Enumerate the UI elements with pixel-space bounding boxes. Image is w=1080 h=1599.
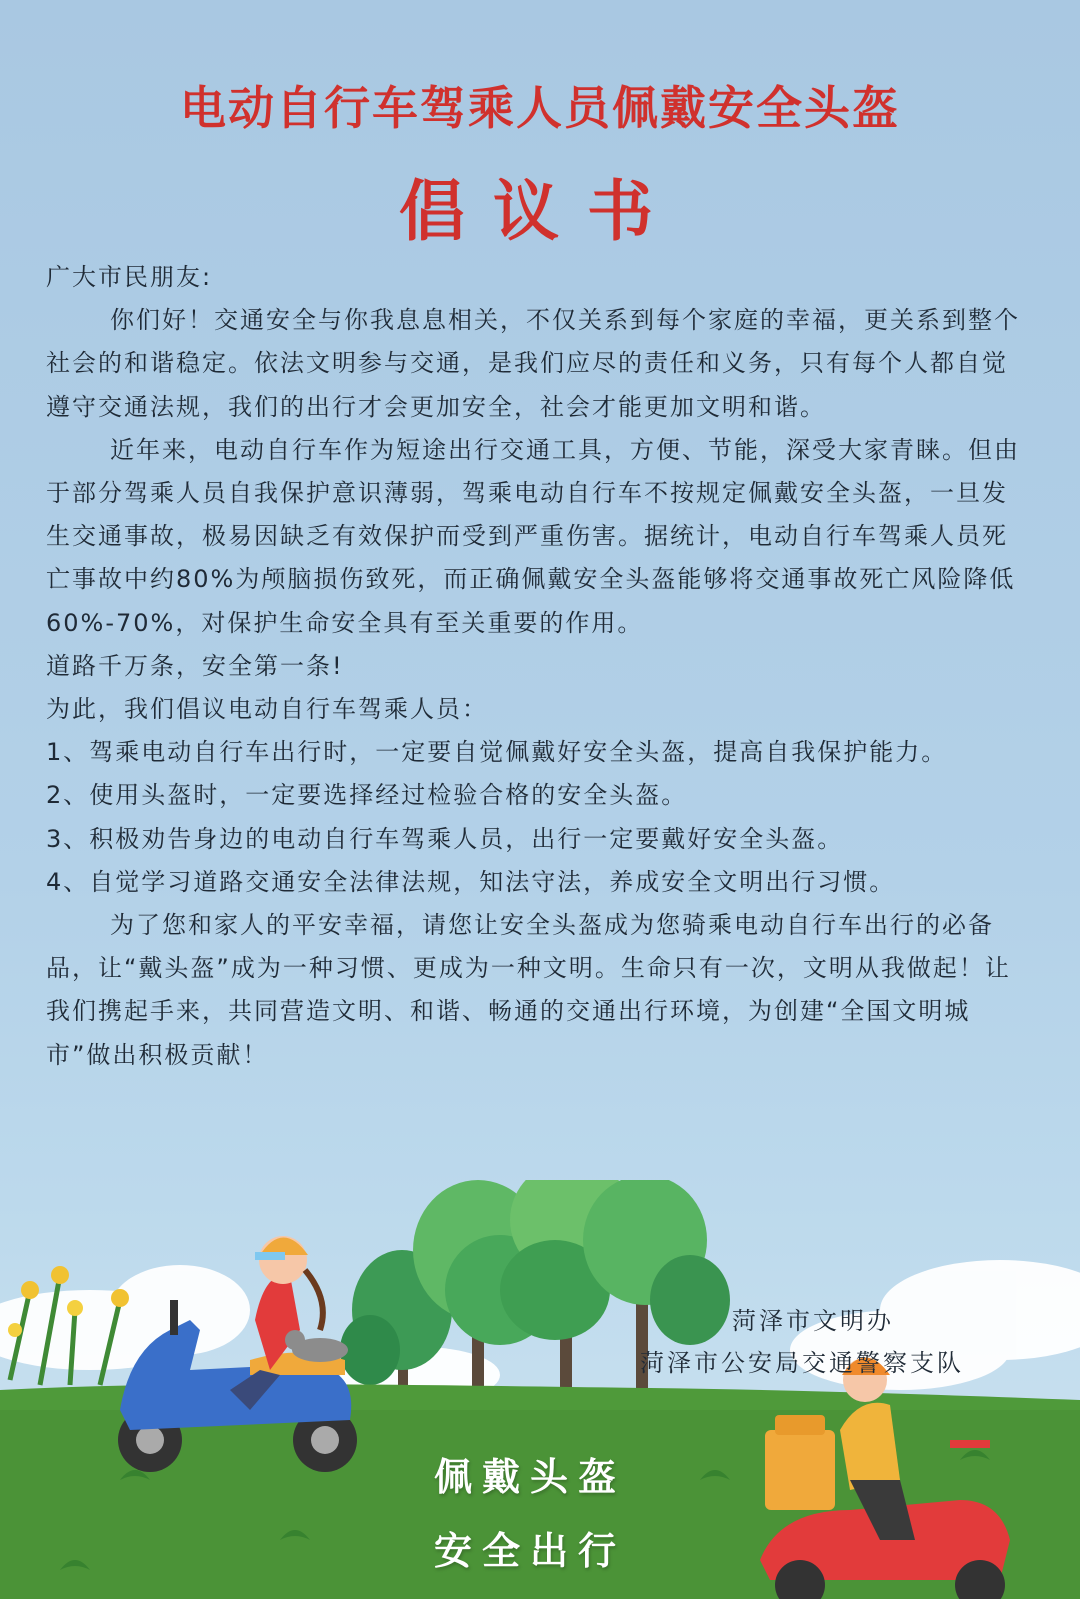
signature-civilization-office: 菏泽市文明办 (732, 1307, 894, 1335)
motto: 道路千万条，安全第一条! (46, 651, 344, 680)
proposal-item-1: 1、驾乘电动自行车出行时，一定要自觉佩戴好安全头盔，提高自我保护能力。 (46, 738, 948, 767)
paragraph-1: 你们好！交通安全与你我息息相关，不仅关系到每个家庭的幸福，更关系到整个社会的和谐稳定。依法文明参与交通，是我们应尽的责任和义务，只有每个人都自觉遵守交通法规，我们的出行才会更加安全，社会才能更加文明和谐。 (46, 306, 1020, 421)
signature-traffic-police: 菏泽市公安局交通警察支队 (640, 1349, 964, 1377)
paragraph-2: 近年来，电动自行车作为短途出行交通工具，方便、节能，深受大家青睐。但由于部分驾乘人员自我保护意识薄弱，驾乘电动自行车不按规定佩戴安全头盔，一旦发生交通事故，极易因缺乏有效保护而受到严重伤害。据统计，电动自行车驾乘人员死亡事故中约80%为颅脑损伤致死，而正确佩戴安全头盔能够将交通事故死亡风险降低60%-70%，对保护生命安全具有至关重要的作用。 (46, 435, 1020, 637)
slogan-safe-travel: 安全出行 (433, 1529, 626, 1573)
proposal-item-2: 2、使用头盔时，一定要选择经过检验合格的安全头盔。 (46, 781, 688, 810)
proposal-item-4: 4、自觉学习道路交通安全法律法规，知法守法，养成安全文明出行习惯。 (46, 867, 896, 896)
proposal-intro: 为此，我们倡议电动自行车驾乘人员： (46, 695, 488, 724)
greeting: 广大市民朋友: (46, 263, 213, 291)
proposal-item-3: 3、积极劝告身边的电动自行车驾乘人员，出行一定要戴好安全头盔。 (46, 824, 844, 853)
signatures (640, 1300, 1040, 1384)
slogan-wear-helmet: 佩戴头盔 (433, 1455, 626, 1499)
poster-subtitle: 倡议书 (399, 173, 681, 250)
poster-title: 电动自行车驾乘人员佩戴安全头盔 (180, 81, 900, 135)
letter-body (46, 256, 1031, 1077)
closing-paragraph: 为了您和家人的平安幸福，请您让安全头盔成为您骑乘电动自行车出行的必备品，让“戴头盔”成为一种习惯、更成为一种文明。生命只有一次，文明从我做起！让我们携起手来，共同营造文明、和谐、畅通的交通出行环境，为创建“全国文明城市”做出积极贡献！ (46, 911, 1011, 1069)
